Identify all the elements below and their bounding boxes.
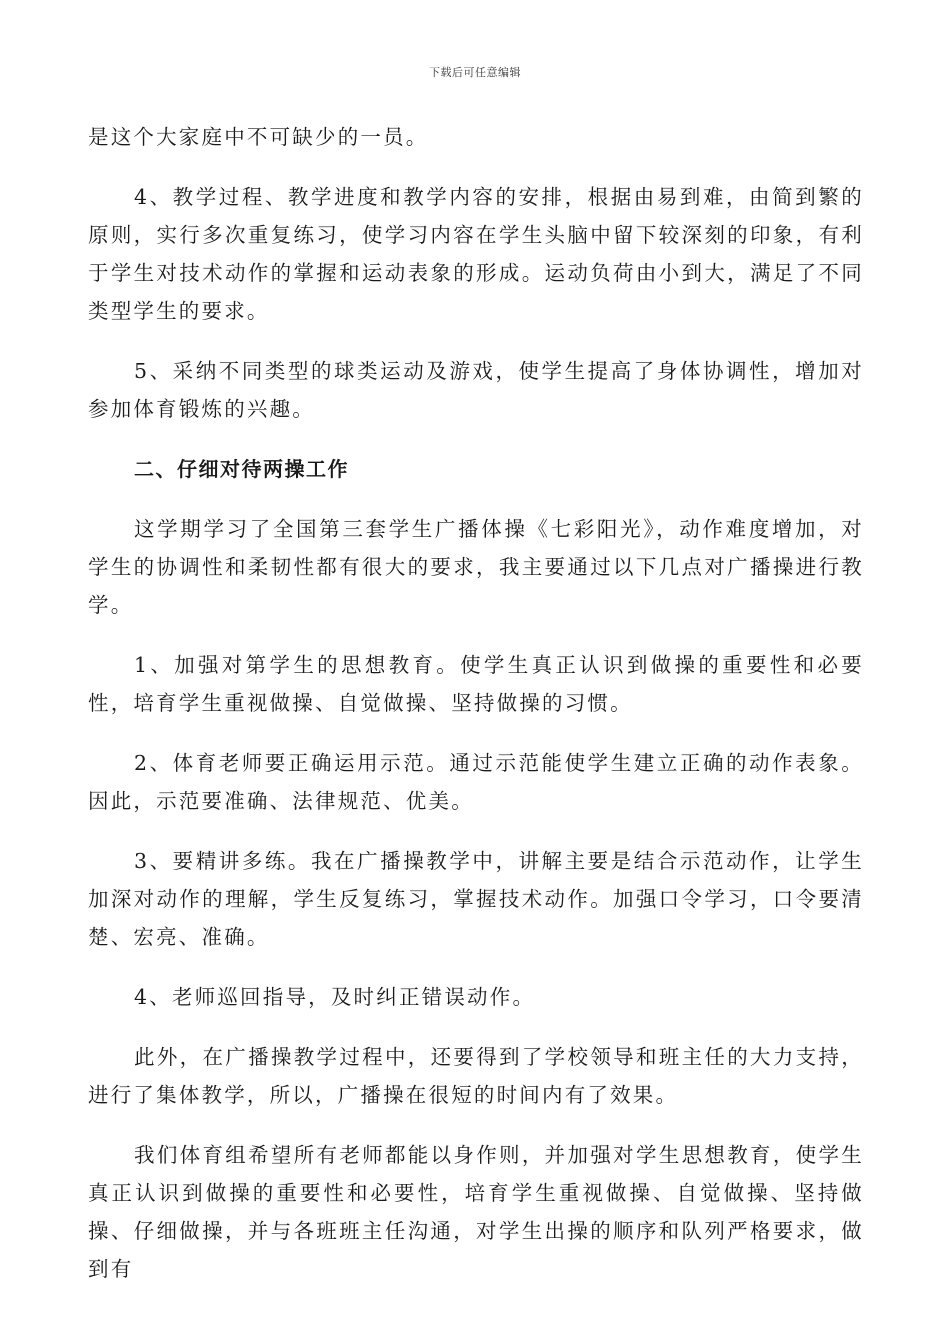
paragraph-item-5: 5、采纳不同类型的球类运动及游戏，使学生提高了身体协调性，增加对参加体育锻炼的兴趣。 (88, 359, 864, 421)
paragraph-point-2: 2、体育老师要正确运用示范。通过示范能使学生建立正确的动作表象。因此，示范要准确、法律规范、优美。 (88, 751, 864, 813)
section-heading: 二、仔细对待两操工作 (134, 457, 349, 481)
document-body (88, 118, 864, 1310)
paragraph-closing: 我们体育组希望所有老师都能以身作则，并加强对学生思想教育，使学生真正认识到做操的重要性和必要性，培育学生重视做操、自觉做操、坚持做操、仔细做操，并与各班班主任沟通，对学生出操的顺序和队列严格要求，做到有 (88, 1143, 864, 1281)
paragraph-point-3: 3、要精讲多练。我在广播操教学中，讲解主要是结合示范动作，让学生加深对动作的理解，学生反复练习，掌握技术动作。加强口令学习，口令要清楚、宏亮、准确。 (88, 849, 864, 949)
paragraph-support: 此外，在广播操教学过程中，还要得到了学校领导和班主任的大力支持，进行了集体教学，所以，广播操在很短的时间内有了效果。 (88, 1045, 864, 1107)
paragraph-point-4: 4、老师巡回指导，及时纠正错误动作。 (134, 985, 536, 1009)
paragraph-continuation: 是这个大家庭中不可缺少的一员。 (88, 125, 429, 149)
paragraph-item-4: 4、教学过程、教学进度和教学内容的安排，根据由易到难，由简到繁的原则，实行多次重复练习，使学习内容在学生头脑中留下较深刻的印象，有利于学生对技术动作的掌握和运动表象的形成。运动负荷由小到大，满足了不同类型学生的要求。 (88, 185, 864, 323)
page-header: 下载后可任意编辑 (429, 66, 521, 79)
paragraph-intro: 这学期学习了全国第三套学生广播体操《七彩阳光》，动作难度增加，对学生的协调性和柔韧性都有很大的要求，我主要通过以下几点对广播操进行教学。 (88, 517, 864, 617)
paragraph-point-1: 1、加强对第学生的思想教育。使学生真正认识到做操的重要性和必要性，培育学生重视做操、自觉做操、坚持做操的习惯。 (88, 653, 864, 715)
